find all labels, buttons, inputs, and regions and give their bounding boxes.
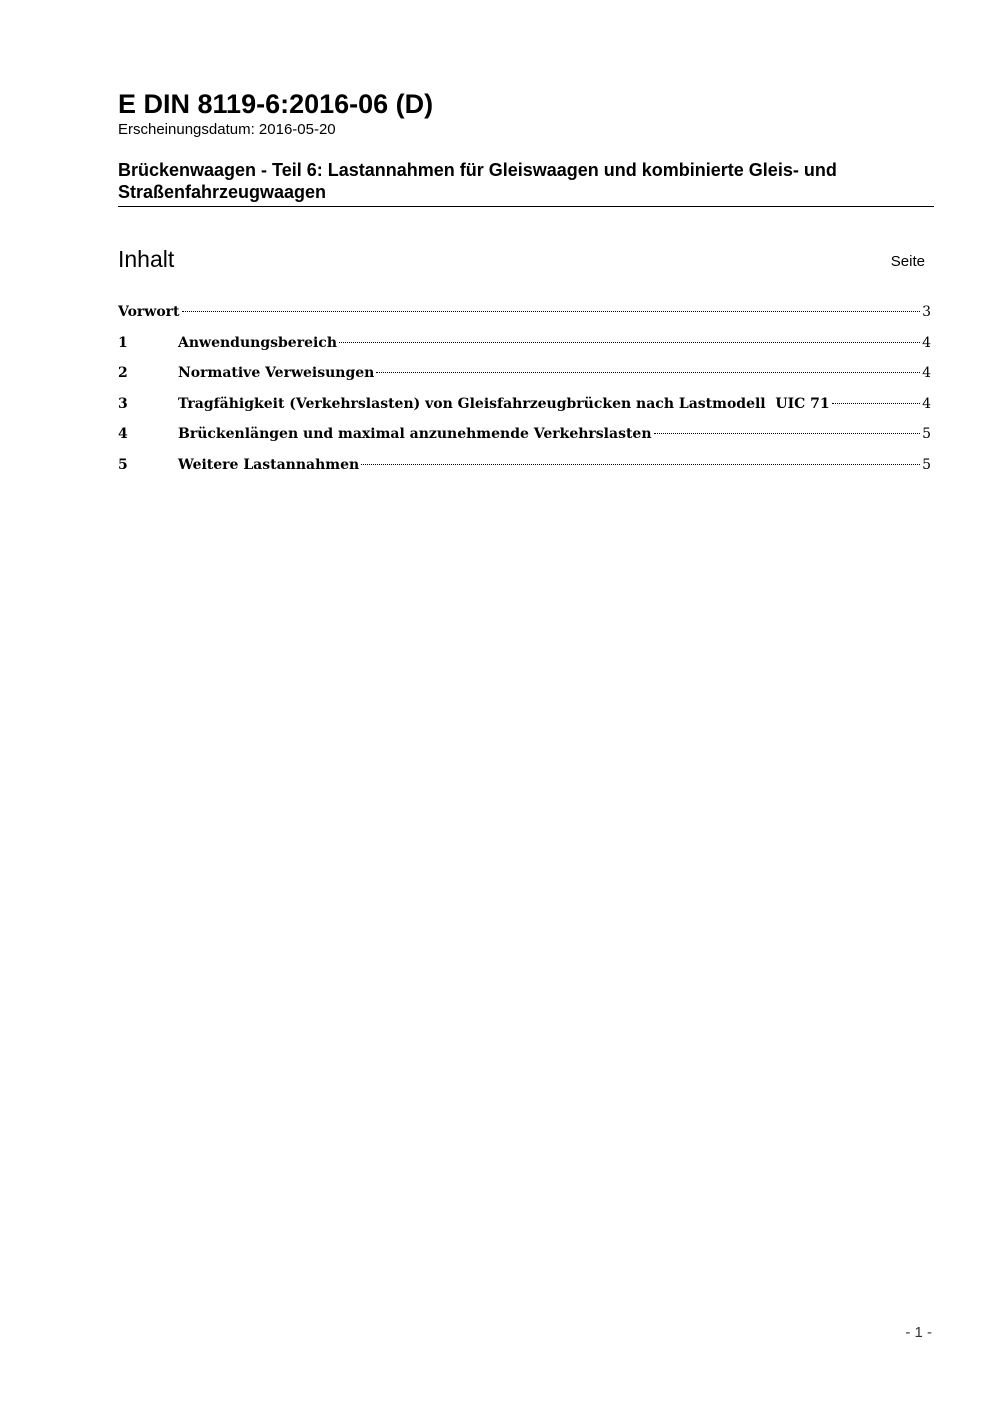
toc-entry-3[interactable] bbox=[118, 394, 931, 425]
document-title: Brückenwaagen - Teil 6: Lastannahmen für Gleiswaagen und kombinierte Gleis- und Straßenfahrzeugwaagen bbox=[118, 160, 837, 202]
toc-entry-number: 2 bbox=[118, 365, 128, 381]
toc-entry-text[interactable]: Brückenlängen und maximal anzunehmende Verkehrslasten bbox=[178, 426, 652, 442]
toc-dot-leader bbox=[376, 372, 920, 373]
toc-entry-page[interactable]: 4 bbox=[922, 395, 931, 412]
toc-entry-2[interactable] bbox=[118, 363, 931, 394]
toc-entry-text[interactable]: Vorwort bbox=[118, 304, 180, 320]
toc-entry-text[interactable]: Weitere Lastannahmen bbox=[178, 456, 360, 473]
toc-entry-number: 3 bbox=[118, 395, 128, 412]
toc-dot-leader bbox=[654, 433, 921, 434]
toc-entry-number: 5 bbox=[118, 456, 128, 473]
toc-dot-leader bbox=[361, 464, 920, 465]
toc-dot-leader bbox=[832, 403, 920, 404]
toc-entry-4[interactable] bbox=[118, 424, 931, 455]
toc-entry-text[interactable]: Tragfähigkeit (Verkehrslasten) von Gleisfahrzeugbrücken nach Lastmodell UIC 71 bbox=[178, 395, 830, 412]
publication-date: Erscheinungsdatum: 2016-05-20 bbox=[118, 121, 336, 138]
toc-heading: Inhalt bbox=[118, 246, 175, 272]
toc-page-column-label: Seite bbox=[890, 253, 925, 270]
page-number: - 1 - bbox=[905, 1324, 932, 1341]
title-divider bbox=[118, 206, 934, 207]
toc-entry-5[interactable] bbox=[118, 455, 931, 486]
table-of-contents bbox=[118, 302, 931, 485]
document-id: E DIN 8119-6:2016-06 (D) bbox=[118, 89, 434, 119]
toc-entry-vorwort[interactable] bbox=[118, 302, 931, 333]
toc-entry-number: 4 bbox=[118, 426, 128, 442]
toc-dot-leader bbox=[339, 342, 920, 343]
toc-entry-page[interactable]: 3 bbox=[922, 304, 931, 320]
toc-entry-1[interactable] bbox=[118, 333, 931, 364]
toc-dot-leader bbox=[182, 311, 921, 312]
toc-entry-page[interactable]: 5 bbox=[922, 426, 931, 442]
toc-entry-number: 1 bbox=[118, 334, 128, 351]
toc-entry-page[interactable]: 5 bbox=[922, 456, 931, 473]
toc-entry-text[interactable]: Normative Verweisungen bbox=[178, 365, 375, 381]
toc-entry-page[interactable]: 4 bbox=[922, 334, 931, 351]
toc-entry-page[interactable]: 4 bbox=[922, 365, 931, 381]
toc-entry-text[interactable]: Anwendungsbereich bbox=[178, 334, 337, 351]
